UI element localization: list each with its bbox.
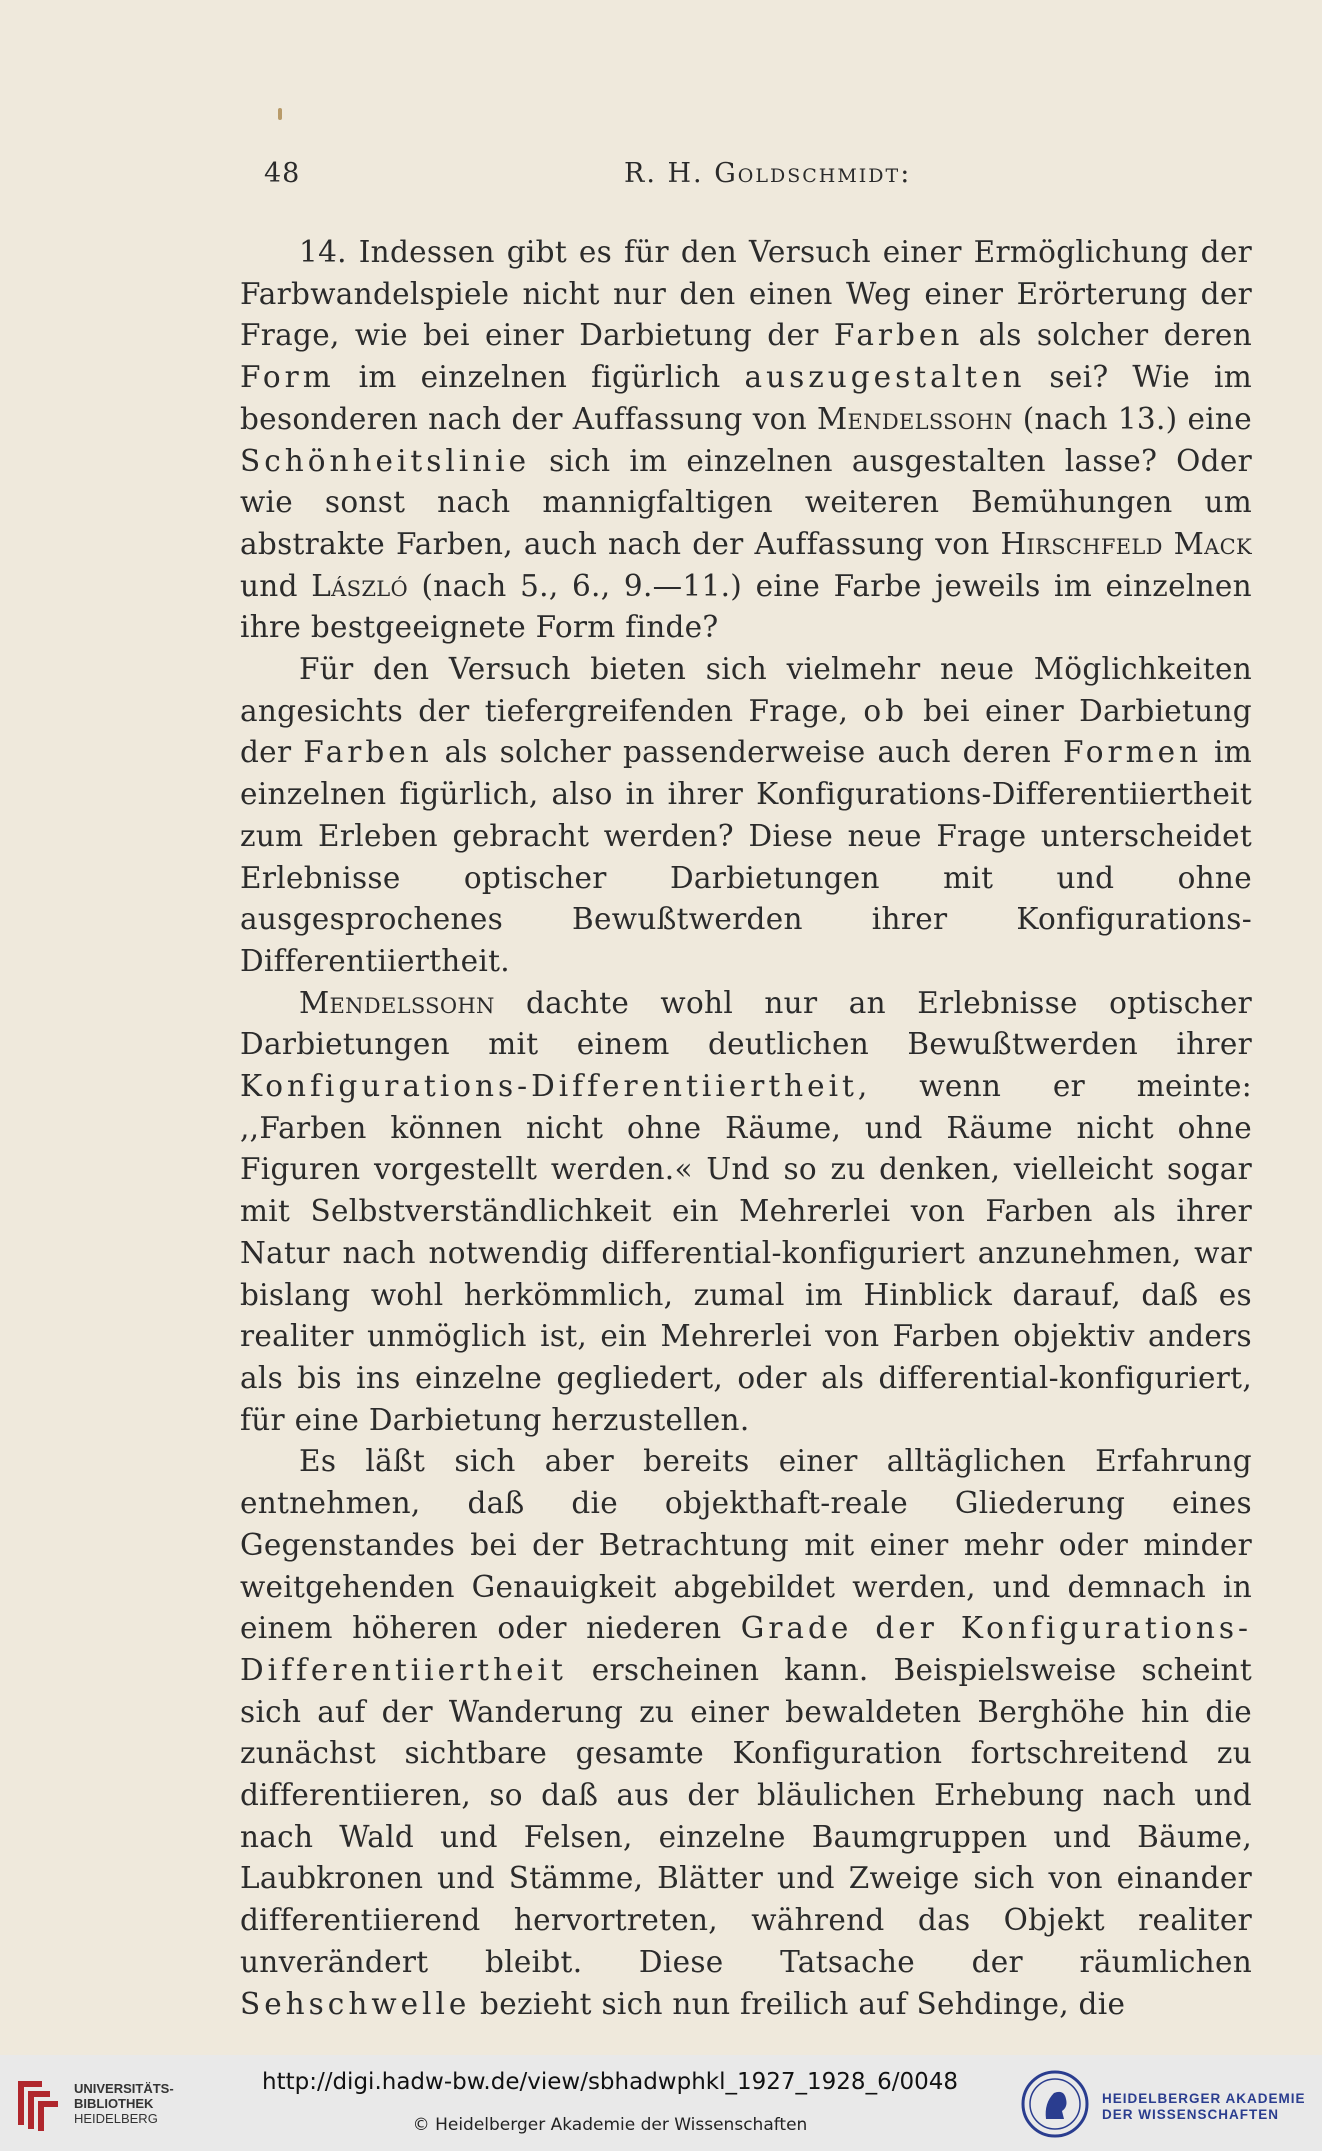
page-number: 48 [264, 158, 301, 189]
paragraph-3: Mendelssohn dachte wohl nur an Erlebnisse optischer Darbietungen mit einem deutlichen Bewußtwerden ihrer Konfigurations-Differentiiertheit, wenn er meinte: ,,Farben können nicht ohne Räume, und Räume nicht ohne Figuren vorgestellt werden.« Und so zu denken, vielleicht sogar mit Selbstverständlichkeit ein Mehrerlei von Farben als ihrer Natur nach notwendig differential-konfiguriert anzunehmen, war bislang wohl herkömmlich, zumal im Hinblick darauf, daß es realiter unmöglich ist, ein Mehrerlei von Farben objektiv anders als bis ins einzelne gegliedert, oder als differential-konfiguriert, für eine Darbietung herzustellen. [240, 985, 1252, 1437]
running-title: R. H. Goldschmidt: [624, 158, 912, 189]
academy-name: HEIDELBERGER AKADEMIE DER WISSENSCHAFTEN [1102, 2091, 1306, 2122]
body-text [240, 232, 1252, 2025]
library-name: UNIVERSITÄTS- BIBLIOTHEK HEIDELBERG [74, 2081, 174, 2126]
copyright-notice: © Heidelberger Akademie der Wissenschaften [412, 2115, 808, 2135]
paragraph-2: Für den Versuch bieten sich vielmehr neue Möglichkeiten angesichts der tiefergreifenden Frage, ob bei einer Darbietung der Farben als solcher passenderweise auch deren Formen im einzelnen figürlich, also in ihrer Konfigurations-Differentiiertheit zum Erleben gebracht werden? Diese neue Frage unterscheidet Erlebnisse optischer Darbietungen mit und ohne ausgesprochenes Bewußtwerden ihrer Konfigurations-Differentiiertheit. [240, 652, 1252, 978]
academy-seal-icon [1020, 2069, 1090, 2139]
library-logo-icon [12, 2073, 62, 2133]
paragraph-1: 14. Indessen gibt es für den Versuch einer Ermöglichung der Farbwandelspiele nicht nur den einen Weg einer Erörterung der Frage, wie bei einer Darbietung der Farben als solcher deren Form im einzelnen figürlich auszugestalten sei? Wie im besonderen nach der Auffassung von Mendelssohn (nach 13.) eine Schönheitslinie sich im einzelnen ausgestalten lasse? Oder wie sonst nach mannigfaltigen weiteren Bemühungen um abstrakte Farben, auch nach der Auffassung von Hirschfeld Mack und László (nach 5., 6., 9.—11.) eine Farbe jeweils im einzelnen ihre bestgeeignete Form finde? [240, 235, 1252, 645]
page-header [0, 158, 1322, 198]
viewer-footer [0, 2055, 1322, 2151]
ink-mark [278, 108, 282, 120]
paragraph-4: Es läßt sich aber bereits einer alltäglichen Erfahrung entnehmen, daß die objekthaft-reale Gliederung eines Gegenstandes bei der Betrachtung mit einer mehr oder minder weitgehenden Genauigkeit abgebildet werden, und demnach in einem höheren oder niederen Grade der Konfigurations-Differentiiertheit erscheinen kann. Beispielsweise scheint sich auf der Wanderung zu einer bewaldeten Berghöhe hin die zunächst sichtbare gesamte Konfiguration fortschreitend zu differentiieren, so daß aus der bläulichen Erhebung nach und nach Wald und Felsen, einzelne Baumgruppen und Bäume, Laubkronen und Stämme, Blätter und Zweige sich von einander differentiierend hervortreten, während das Objekt realiter unverändert bleibt. Diese Tatsache der räumlichen Sehschwelle bezieht sich nun freilich auf Sehdinge, die [240, 1444, 1252, 2021]
permalink-url[interactable]: http://digi.hadw-bw.de/view/sbhadwphkl_1927_1928_6/0048 [262, 2069, 958, 2095]
